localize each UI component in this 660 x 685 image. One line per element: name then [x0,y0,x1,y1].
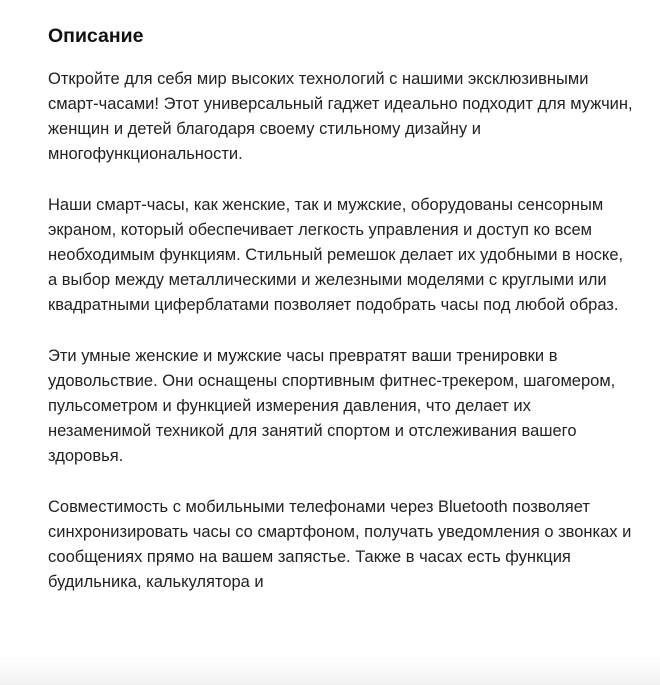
description-title: Описание [48,25,144,47]
bottom-fade-overlay [0,659,660,685]
description-paragraph-3: Эти умные женские и мужские часы превратят ваши тренировки в удовольствие. Они оснащены спортивным фитнес-трекером, шагомером, пульсометром и функцией измерения давления, что делает их незаменимой техникой для занятий спортом и отслеживания вашего здоровья. [48,347,616,465]
description-paragraph-2: Наши смарт-часы, как женские, так и мужские, оборудованы сенсорным экраном, который обеспечивает легкость управления и доступ ко всем необходимым функциям. Стильный ремешок делает их удобными в носке, а выбор между металлическими и железными моделями с круглыми или квадратными циферблатами позволяет подобрать часы под любой образ. [48,196,624,314]
description-body [48,67,634,595]
description-paragraph-1: Откройте для себя мир высоких технологий с нашими эксклюзивными смарт-часами! Этот универсальный гаджет идеально подходит для мужчин, женщин и детей благодаря своему стильному дизайну и многофункциональности. [48,70,633,163]
description-paragraph-4: Совместимость с мобильными телефонами через Bluetooth позволяет синхронизировать часы со смартфоном, получать уведомления о звонках и сообщениях прямо на вашем запястье. Также в часах есть функция будильника, калькулятора и [48,498,632,591]
